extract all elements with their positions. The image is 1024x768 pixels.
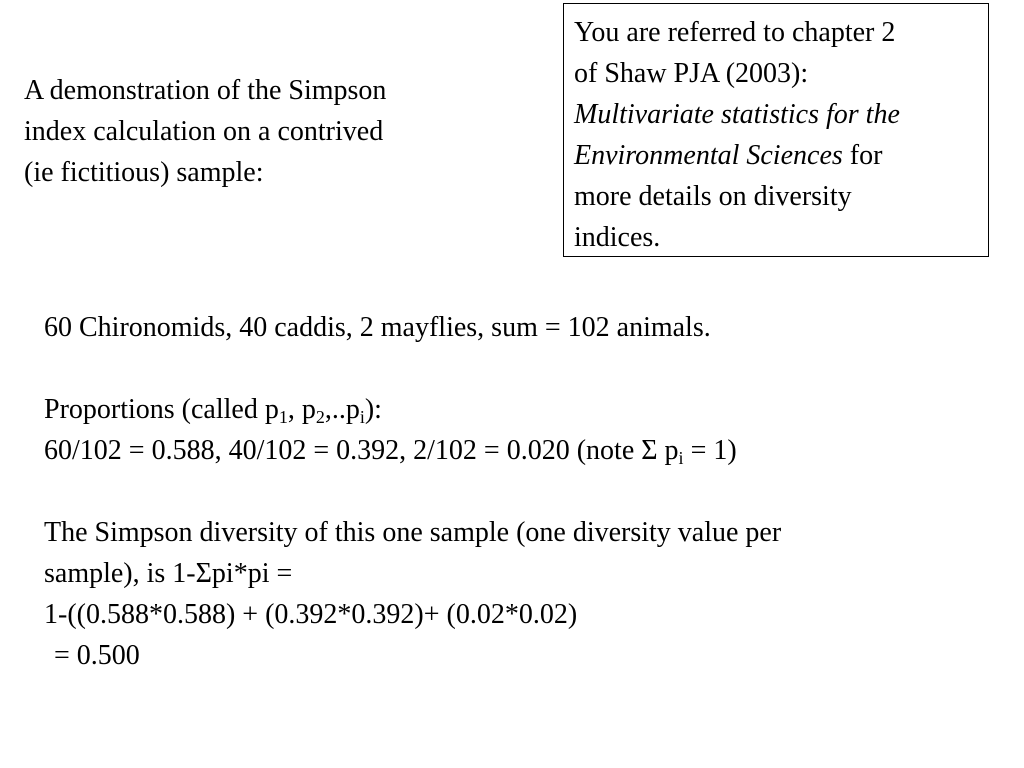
text-fragment: 60/102 = 0.588, 40/102 = 0.392, 2/102 = 0.020 (note Σ p [44,435,679,466]
intro-line: A demonstration of the Simpson [24,75,387,106]
subscript: 2 [315,407,325,427]
reference-line [574,135,978,176]
simpson-calculation: 1-((0.588*0.588) + (0.392*0.392)+ (0.02*0.02) [44,599,578,630]
subscript: 1 [278,407,288,427]
reference-line: of Shaw PJA (2003): [574,58,809,89]
book-title-part: Environmental Sciences [574,140,843,171]
intro-line: index calculation on a contrived [24,116,384,147]
book-title-part: Multivariate statistics for the [574,99,900,130]
simpson-description: The Simpson diversity of this one sample (one diversity value per [44,517,782,548]
proportions-heading [44,389,1004,430]
sample-counts: 60 Chironomids, 40 caddis, 2 mayflies, sum = 102 animals. [44,312,711,343]
calculation-body [44,307,1004,676]
simpson-result: = 0.500 [54,640,140,671]
reference-text: for [842,140,883,171]
subscript: i [359,407,365,427]
reference-book-title-line [574,94,978,135]
reference-box [563,3,989,257]
subscript: i [678,448,684,468]
reference-line: indices. [574,222,661,253]
spacer [44,471,1004,512]
spacer [44,348,1004,389]
simpson-formula: sample), is 1-Σpi*pi = [44,558,293,589]
reference-line: You are referred to chapter 2 [574,17,896,48]
proportions-values [44,430,1004,471]
text-fragment: ): [364,394,382,425]
reference-line: more details on diversity [574,181,852,212]
text-fragment: = 1) [683,435,737,466]
intro-line: (ie fictitious) sample: [24,157,264,188]
text-fragment: ,..p [324,394,360,425]
text-fragment: , p [287,394,316,425]
text-fragment: Proportions (called p [44,394,279,425]
intro-text [24,70,484,193]
